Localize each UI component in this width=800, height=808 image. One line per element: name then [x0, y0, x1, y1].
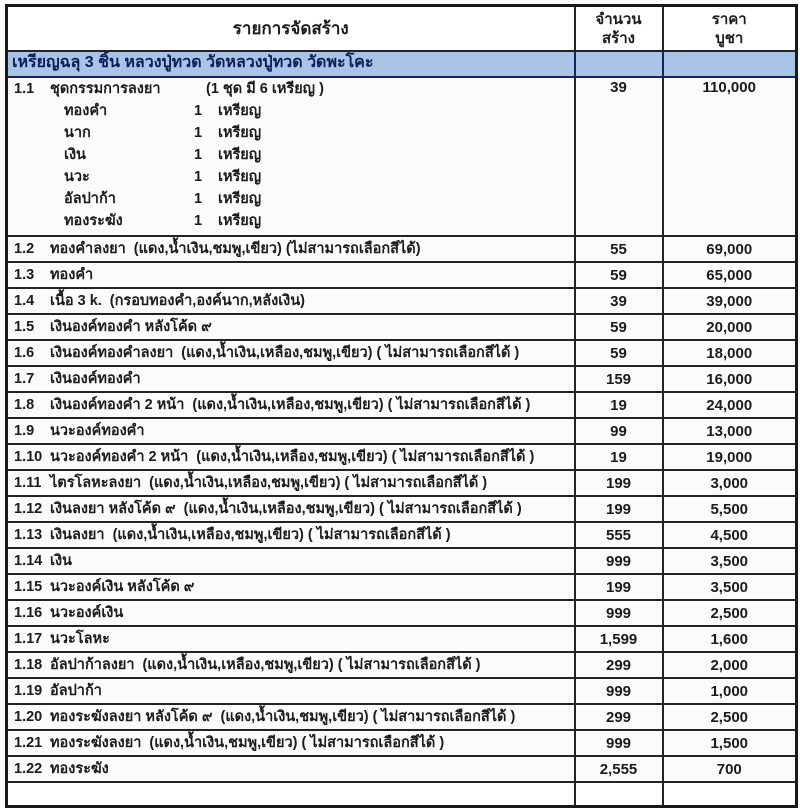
price-cell: 69,000 — [663, 236, 797, 262]
item-cell — [7, 314, 575, 340]
production-price-table — [5, 4, 798, 808]
table-row — [7, 704, 797, 730]
item-name: เงินลงยา หลังโค้ด ๙ — [50, 501, 176, 517]
set-component-line — [14, 100, 570, 122]
table-row — [7, 288, 797, 314]
price-cell: 1,600 — [663, 626, 797, 652]
item-name: เงิน — [50, 553, 72, 569]
component-unit: เหรียญ — [218, 191, 262, 207]
row-number: 1.11 — [14, 475, 42, 491]
set-item-cell — [7, 77, 575, 236]
item-detail: (แดง,น้ำเงิน,ชมพู,เขียว) ( ไม่สามารถเลือกสีได้ ) — [149, 735, 445, 751]
quantity-cell: 19 — [575, 444, 663, 470]
table-row — [7, 236, 797, 262]
row-number: 1.7 — [14, 371, 35, 387]
table-row — [7, 340, 797, 366]
item-cell — [7, 340, 575, 366]
item-cell — [7, 262, 575, 288]
quantity-cell: 59 — [575, 340, 663, 366]
table-header-row — [7, 6, 797, 52]
item-detail: (แดง,น้ำเงิน,ชมพู,เขียว) (ไม่สามารถเลือกสีได้) — [133, 241, 421, 257]
price-cell: 65,000 — [663, 262, 797, 288]
quantity-cell: 299 — [575, 704, 663, 730]
table-row-set — [7, 77, 797, 236]
price-cell: 4,500 — [663, 522, 797, 548]
section-banner-qty-cell — [575, 51, 663, 77]
column-header-price — [663, 6, 797, 52]
item-cell — [7, 288, 575, 314]
quantity-cell: 99 — [575, 418, 663, 444]
item-cell — [7, 704, 575, 730]
row-number: 1.20 — [14, 709, 43, 725]
row-number: 1.16 — [14, 605, 43, 621]
price-cell: 18,000 — [663, 340, 797, 366]
quantity-header-line2: สร้าง — [602, 29, 635, 47]
item-cell — [7, 444, 575, 470]
price-cell: 39,000 — [663, 288, 797, 314]
quantity-cell: 59 — [575, 314, 663, 340]
quantity-cell: 59 — [575, 262, 663, 288]
set-component-line — [14, 210, 570, 232]
table-row — [7, 522, 797, 548]
component-material: เงิน — [64, 147, 86, 163]
item-cell — [7, 522, 575, 548]
row-number: 1.6 — [14, 345, 35, 361]
table-row — [7, 574, 797, 600]
price-cell: 16,000 — [663, 366, 797, 392]
item-detail: (แดง,น้ำเงิน,เหลือง,ชมพู,เขียว) ( ไม่สามารถเลือกสีได้ ) — [183, 501, 522, 517]
component-material: อัลปาก้า — [64, 191, 116, 207]
set-components-list — [14, 100, 570, 232]
item-name: เงินลงยา — [50, 527, 105, 543]
quantity-cell: 999 — [575, 548, 663, 574]
row-number: 1.15 — [14, 579, 43, 595]
table-row — [7, 366, 797, 392]
component-quantity: 1 — [193, 191, 203, 207]
item-cell — [7, 548, 575, 574]
row-number: 1.21 — [14, 735, 43, 751]
component-material: นาก — [64, 125, 91, 141]
component-material: นวะ — [64, 169, 90, 185]
quantity-cell: 39 — [575, 77, 663, 236]
item-cell — [7, 392, 575, 418]
quantity-header-line1: จำนวน — [595, 10, 642, 28]
row-number: 1.14 — [14, 553, 43, 569]
table-row — [7, 496, 797, 522]
set-component-line — [14, 188, 570, 210]
quantity-cell: 199 — [575, 574, 663, 600]
quantity-cell: 2,555 — [575, 756, 663, 782]
row-number: 1.8 — [14, 397, 35, 413]
item-detail: (แดง,น้ำเงิน,เหลือง,ชมพู,เขียว) ( ไม่สามารถเลือกสีได้ ) — [112, 527, 451, 543]
price-cell: 19,000 — [663, 444, 797, 470]
item-name: ทองคำ — [50, 267, 94, 283]
item-name: เงินองค์ทองคำ หลังโค้ด ๙ — [50, 319, 212, 335]
row-number: 1.9 — [14, 423, 35, 439]
price-cell: 1,000 — [663, 678, 797, 704]
price-cell: 1,500 — [663, 730, 797, 756]
component-quantity: 1 — [193, 147, 203, 163]
price-cell: 24,000 — [663, 392, 797, 418]
price-header-line1: ราคา — [711, 10, 747, 28]
component-material: ทองคำ — [64, 103, 108, 119]
item-name: ไตรโลหะลงยา — [50, 475, 142, 491]
item-detail: (แดง,น้ำเงิน,เหลือง,ชมพู,เขียว) ( ไม่สามารถเลือกสีได้ ) — [149, 475, 488, 491]
table-row — [7, 262, 797, 288]
item-note: (1 ชุด มี 6 เหรียญ ) — [206, 81, 324, 97]
set-component-line — [14, 144, 570, 166]
item-cell — [7, 366, 575, 392]
quantity-cell: 299 — [575, 652, 663, 678]
column-header-items: รายการจัดสร้าง — [7, 6, 575, 52]
table-row — [7, 314, 797, 340]
row-number: 1.13 — [14, 527, 43, 543]
quantity-cell: 555 — [575, 522, 663, 548]
row-number: 1.5 — [14, 319, 35, 335]
item-detail: (แดง,น้ำเงิน,เหลือง,ชมพู,เขียว) ( ไม่สามารถเลือกสีได้ ) — [181, 345, 520, 361]
table-row — [7, 600, 797, 626]
row-number: 1.18 — [14, 657, 43, 673]
table-row — [7, 470, 797, 496]
quantity-cell: 999 — [575, 600, 663, 626]
quantity-cell: 19 — [575, 392, 663, 418]
price-table-sheet — [5, 4, 798, 808]
set-main-line — [14, 78, 570, 100]
item-cell — [7, 236, 575, 262]
component-material: ทองระฆัง — [64, 213, 123, 229]
item-name: ชุดกรรมการลงยา — [50, 81, 161, 97]
item-cell — [7, 470, 575, 496]
section-banner-row — [7, 51, 797, 77]
price-cell: 2,500 — [663, 704, 797, 730]
item-name: ทองคำลงยา — [50, 241, 126, 257]
component-unit: เหรียญ — [218, 103, 262, 119]
item-detail: (แดง,น้ำเงิน,เหลือง,ชมพู,เขียว) ( ไม่สามารถเลือกสีได้ ) — [196, 449, 535, 465]
item-cell — [7, 756, 575, 782]
item-name: ทองระฆัง — [50, 761, 109, 777]
row-number: 1.22 — [14, 761, 43, 777]
quantity-cell: 199 — [575, 470, 663, 496]
price-cell: 3,500 — [663, 548, 797, 574]
table-row — [7, 418, 797, 444]
item-name: เงินองค์ทองคำ — [50, 371, 141, 387]
column-header-quantity — [575, 6, 663, 52]
table-row — [7, 678, 797, 704]
item-cell — [7, 418, 575, 444]
table-row — [7, 392, 797, 418]
row-number: 1.12 — [14, 501, 43, 517]
item-name: นวะองค์เงิน หลังโค้ด ๙ — [50, 579, 195, 595]
table-row — [7, 756, 797, 782]
item-cell — [7, 496, 575, 522]
component-unit: เหรียญ — [218, 213, 262, 229]
row-number: 1.4 — [14, 293, 35, 309]
item-cell — [7, 626, 575, 652]
item-cell — [7, 678, 575, 704]
price-cell: 20,000 — [663, 314, 797, 340]
section-banner-price-cell — [663, 51, 797, 77]
quantity-cell: 999 — [575, 730, 663, 756]
set-component-line — [14, 166, 570, 188]
item-name: นวะองค์ทองคำ 2 หน้า — [50, 449, 189, 465]
quantity-cell: 159 — [575, 366, 663, 392]
item-name: นวะองค์เงิน — [50, 605, 124, 621]
table-row — [7, 730, 797, 756]
quantity-cell: 55 — [575, 236, 663, 262]
item-detail: (แดง,น้ำเงิน,ชมพู,เขียว) ( ไม่สามารถเลือกสีได้ ) — [220, 709, 516, 725]
item-detail: (แดง,น้ำเงิน,เหลือง,ชมพู,เขียว) ( ไม่สามารถเลือกสีได้ ) — [142, 657, 481, 673]
item-name: ทองระฆังลงยา — [50, 735, 142, 751]
price-cell: 110,000 — [663, 77, 797, 236]
quantity-cell: 199 — [575, 496, 663, 522]
component-quantity: 1 — [193, 213, 203, 229]
item-name: เงินองค์ทองคำลงยา — [50, 345, 174, 361]
item-name: นวะองค์ทองคำ — [50, 423, 145, 439]
component-quantity: 1 — [193, 103, 203, 119]
price-cell: 5,500 — [663, 496, 797, 522]
item-cell — [7, 652, 575, 678]
item-cell — [7, 600, 575, 626]
row-number: 1.3 — [14, 267, 35, 283]
item-name: เงินองค์ทองคำ 2 หน้า — [50, 397, 185, 413]
price-cell: 13,000 — [663, 418, 797, 444]
component-quantity: 1 — [193, 169, 203, 185]
price-cell: 3,500 — [663, 574, 797, 600]
section-banner-cell — [7, 51, 575, 77]
item-name: เนื้อ 3 k. — [50, 293, 102, 309]
row-number: 1.2 — [14, 241, 35, 257]
row-number: 1.17 — [14, 631, 43, 647]
price-cell: 700 — [663, 756, 797, 782]
table-row — [7, 652, 797, 678]
quantity-cell: 1,599 — [575, 626, 663, 652]
set-component-line — [14, 122, 570, 144]
table-row — [7, 548, 797, 574]
partial-next-row — [7, 782, 797, 806]
item-detail: (กรอบทองคำ,องค์นาก,หลังเงิน) — [109, 293, 305, 309]
component-unit: เหรียญ — [218, 169, 262, 185]
item-cell — [7, 574, 575, 600]
row-number: 1.10 — [14, 449, 43, 465]
price-header-line2: บูชา — [715, 29, 744, 47]
component-unit: เหรียญ — [218, 125, 262, 141]
row-number: 1.19 — [14, 683, 43, 699]
table-row — [7, 626, 797, 652]
table-row — [7, 444, 797, 470]
price-cell: 2,500 — [663, 600, 797, 626]
component-unit: เหรียญ — [218, 147, 262, 163]
price-cell: 2,000 — [663, 652, 797, 678]
item-detail: (แดง,น้ำเงิน,เหลือง,ชมพู,เขียว) ( ไม่สามารถเลือกสีได้ ) — [192, 397, 531, 413]
price-cell: 3,000 — [663, 470, 797, 496]
component-quantity: 1 — [193, 125, 203, 141]
item-name: อัลปาก้าลงยา — [50, 657, 135, 673]
item-name: ทองระฆังลงยา หลังโค้ด ๙ — [50, 709, 213, 725]
item-cell — [7, 730, 575, 756]
item-name: นวะโลหะ — [50, 631, 110, 647]
section-title: เหรียญฉลุ 3 ชิ้น หลวงปู่ทวด วัดหลวงปู่ทวด วัดพะโคะ — [12, 54, 374, 71]
quantity-cell: 39 — [575, 288, 663, 314]
item-name: อัลปาก้า — [50, 683, 102, 699]
quantity-cell: 999 — [575, 678, 663, 704]
row-number: 1.1 — [14, 81, 35, 97]
